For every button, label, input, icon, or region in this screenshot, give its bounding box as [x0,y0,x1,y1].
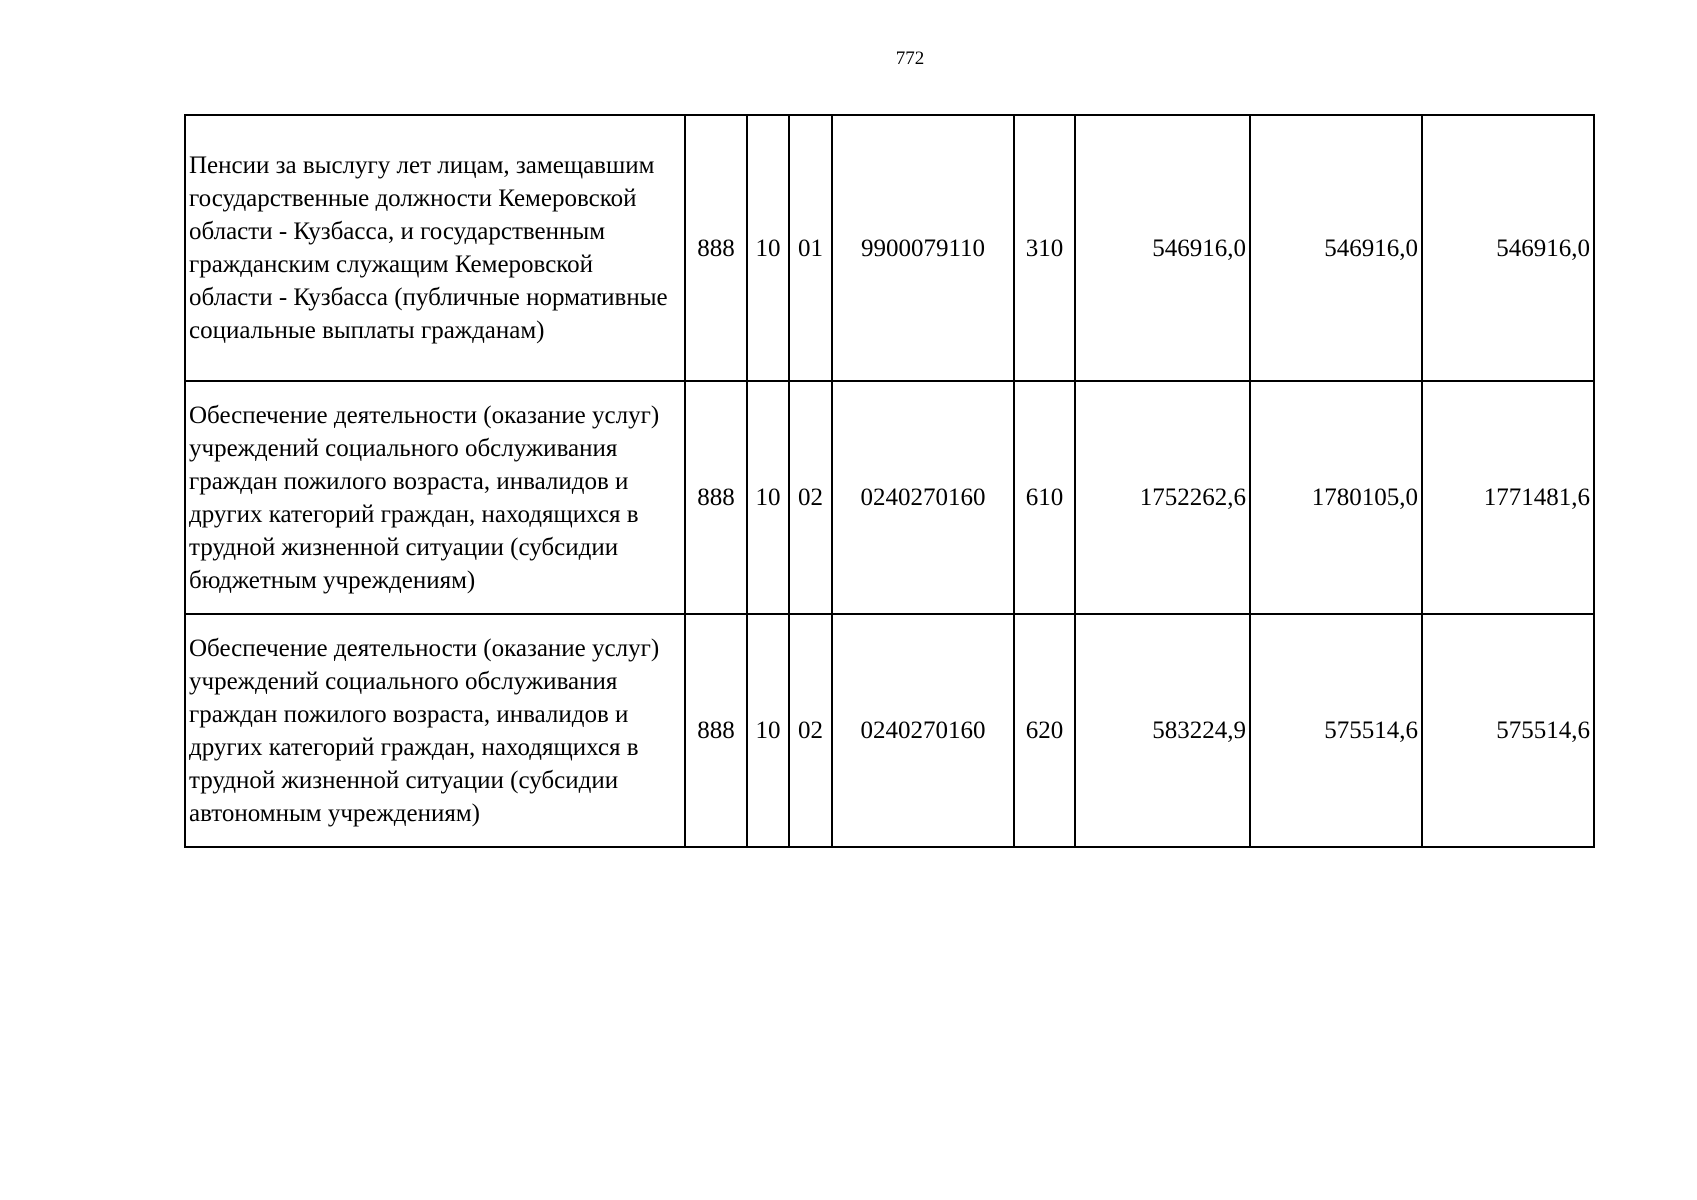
ministry-code: 888 [685,115,747,381]
amount-2: 546916,0 [1250,115,1422,381]
amount-3: 575514,6 [1422,614,1594,847]
section-code: 10 [747,115,789,381]
subsection-code: 02 [789,614,832,847]
amount-2: 575514,6 [1250,614,1422,847]
amount-3: 1771481,6 [1422,381,1594,614]
row-description: Обеспечение деятельности (оказание услуг) учреждений социального обслуживания граждан пожилого возраста, инвалидов и других категорий граждан, находящихся в трудной жизненной ситуации (субсидии автономным учреждениям) [185,614,685,847]
subsection-code: 02 [789,381,832,614]
target-article-code: 9900079110 [832,115,1014,381]
amount-1: 1752262,6 [1075,381,1250,614]
ministry-code: 888 [685,614,747,847]
expense-type-code: 310 [1014,115,1075,381]
ministry-code: 888 [685,381,747,614]
section-code: 10 [747,381,789,614]
target-article-code: 0240270160 [832,614,1014,847]
subsection-code: 01 [789,115,832,381]
target-article-code: 0240270160 [832,381,1014,614]
row-description: Обеспечение деятельности (оказание услуг) учреждений социального обслуживания граждан пожилого возраста, инвалидов и других категорий граждан, находящихся в трудной жизненной ситуации (субсидии бюджетным учреждениям) [185,381,685,614]
amount-2: 1780105,0 [1250,381,1422,614]
table-row [185,115,1594,381]
expense-type-code: 620 [1014,614,1075,847]
section-code: 10 [747,614,789,847]
amount-3: 546916,0 [1422,115,1594,381]
amount-1: 583224,9 [1075,614,1250,847]
table-row [185,614,1594,847]
row-description: Пенсии за выслугу лет лицам, замещавшим государственные должности Кемеровской области - Кузбасса, и государственным гражданским служащим Кемеровской области - Кузбасса (публичные нормативные социальные выплаты гражданам) [185,115,685,381]
amount-1: 546916,0 [1075,115,1250,381]
page-number: 772 [895,48,925,69]
table-row [185,381,1594,614]
budget-table [184,114,1595,848]
expense-type-code: 610 [1014,381,1075,614]
